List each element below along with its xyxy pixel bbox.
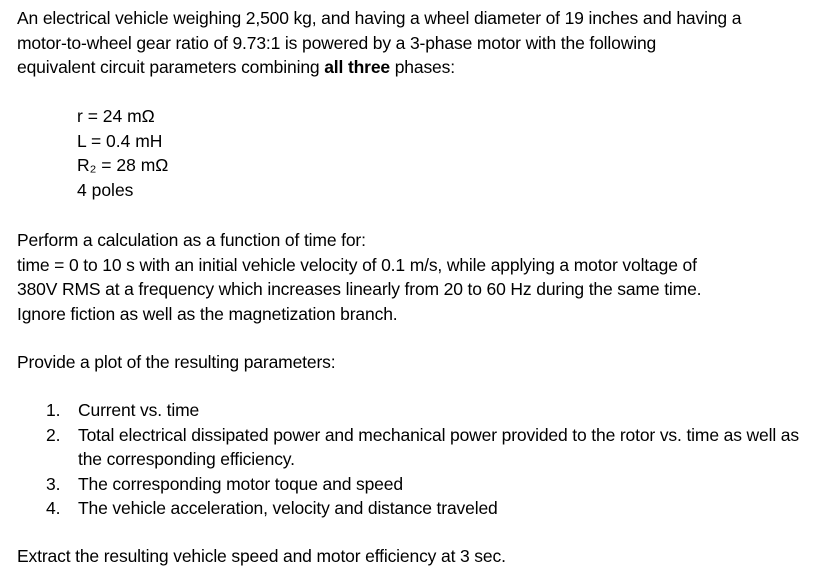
intro-line-3 — [17, 55, 817, 80]
list-item-number: 2. — [46, 424, 61, 445]
intro-line-2: motor-to-wheel gear ratio of 9.73:1 is powered by a 3-phase motor with the following — [17, 32, 657, 53]
task-line-4: Ignore fiction as well as the magnetization branch. — [17, 303, 398, 324]
parameter-poles: 4 poles — [77, 179, 134, 200]
extract-instruction: Extract the resulting vehicle speed and motor efficiency at 3 sec. — [17, 546, 506, 566]
task-line-1: Perform a calculation as a function of time for: — [17, 230, 366, 250]
parameter-l: L = 0.4 mH — [77, 130, 163, 151]
list-item-text: The vehicle acceleration, velocity and distance traveled — [78, 498, 498, 518]
list-item — [46, 496, 826, 521]
task-line-2: time = 0 to 10 s with an initial vehicle velocity of 0.1 m/s, while applying a motor voltage of — [17, 254, 697, 275]
intro-emphasis: all three — [324, 57, 390, 77]
intro-line-3-start: equivalent circuit parameters combining — [17, 57, 325, 77]
task-line-3: 380V RMS at a frequency which increases linearly from 20 to 60 Hz during the same time. — [17, 279, 702, 299]
task-description — [17, 228, 827, 326]
parameter-r: r = 24 mΩ — [77, 106, 155, 126]
plot-list — [46, 398, 826, 521]
parameter-r2: R₂ = 28 mΩ — [77, 155, 169, 175]
list-item-text: Current vs. time — [78, 400, 200, 420]
circuit-parameters — [77, 104, 168, 202]
list-item — [46, 472, 826, 497]
list-item-text: Total electrical dissipated power and mechanical power provided to the rotor vs. time as well as the corresponding efficiency. — [78, 424, 799, 469]
list-item — [46, 423, 826, 472]
list-item-text: The corresponding motor toque and speed — [78, 473, 403, 494]
intro-line-1: An electrical vehicle weighing 2,500 kg, and having a wheel diameter of 19 inches and having a — [17, 8, 742, 28]
list-item — [46, 398, 826, 423]
list-item-number: 4. — [46, 498, 61, 518]
problem-intro — [17, 6, 817, 80]
plot-intro: Provide a plot of the resulting parameters: — [17, 352, 336, 372]
list-item-number: 1. — [46, 400, 61, 420]
intro-line-3-end: phases: — [389, 57, 455, 77]
list-item-number: 3. — [46, 473, 61, 494]
